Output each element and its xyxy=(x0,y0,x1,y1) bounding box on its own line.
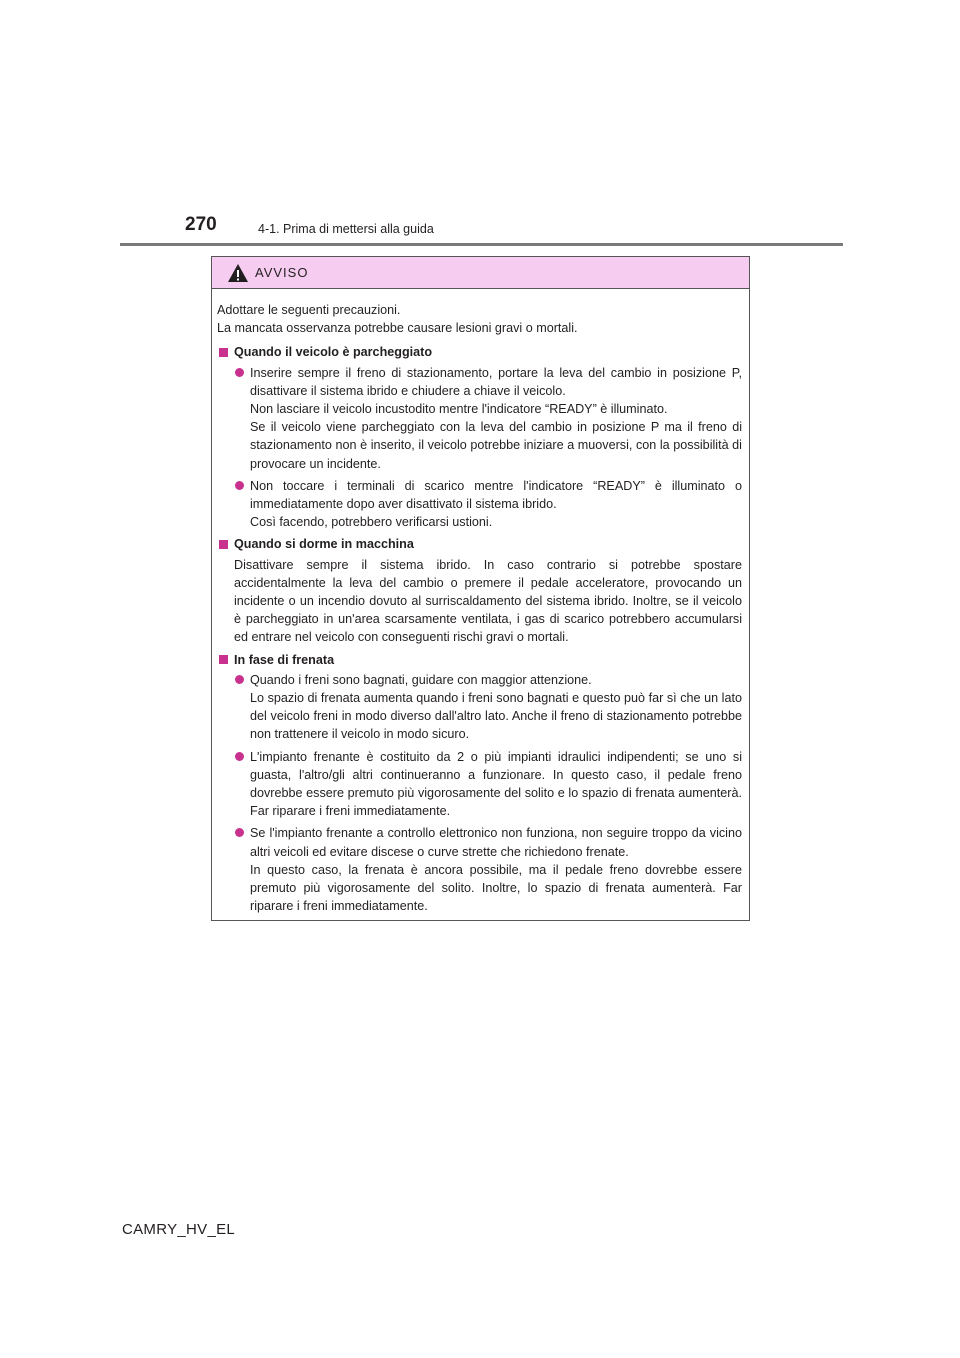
list-item xyxy=(217,824,742,915)
round-bullet-icon xyxy=(235,675,244,684)
section-title: 4-1. Prima di mettersi alla guida xyxy=(258,222,434,236)
paragraph: Inserire sempre il freno di stazionamento, portare la leva del cambio in posizione P, disattivare il sistema ibrido e chiudere a chiave il veicolo. xyxy=(250,365,742,398)
list-item xyxy=(217,477,742,532)
section-parked xyxy=(217,343,742,531)
warning-box xyxy=(211,256,750,921)
warning-intro xyxy=(217,301,742,337)
section-heading xyxy=(217,651,742,669)
paragraph: Così facendo, potrebbero verificarsi ustioni. xyxy=(250,515,493,530)
square-bullet-icon xyxy=(219,540,228,549)
paragraph: Non lasciare il veicolo incustodito mentre l'indicatore “READY” è illuminato. xyxy=(250,402,668,417)
page-header xyxy=(185,212,845,244)
round-bullet-icon xyxy=(235,752,244,761)
section-braking xyxy=(217,651,742,916)
round-bullet-icon xyxy=(235,481,244,490)
paragraph: Disattivare sempre il sistema ibrido. In caso contrario si potrebbe spostare accidentalmente la leva del cambio o premere il pedale acceleratore, provocando un incidente o un incendio dovuto al surriscaldamento del sistema ibrido. Inoltre, se il veicolo è parcheggiato in un'area scarsamente ventilata, i gas di scarico potrebbero accumularsi ed entrare nel veicolo con conseguenti rischi gravi o mortali. xyxy=(234,557,742,645)
list-item xyxy=(217,748,742,821)
page-number: 270 xyxy=(185,214,217,235)
paragraph: Quando i freni sono bagnati, guidare con maggior attenzione. xyxy=(250,672,592,687)
header-divider xyxy=(120,243,843,246)
warning-body xyxy=(212,289,749,916)
list-item xyxy=(217,671,742,744)
section-heading xyxy=(217,535,742,553)
paragraph: Non toccare i terminali di scarico mentre l'indicatore “READY” è illuminato o immediatamente dopo aver disattivato il sistema ibrido. xyxy=(250,478,742,512)
section-sleeping xyxy=(217,535,742,646)
paragraph: L'impianto frenante è costituito da 2 o più impianti idraulici indipendenti; se uno si guasta, l'altro/gli altri continueranno a funzionare. In questo caso, il pedale freno dovrebbe essere premuto più vigorosamente del solito e lo spazio di frenata aumenterà. Far riparare i freni immediatamente. xyxy=(250,749,742,819)
round-bullet-icon xyxy=(235,828,244,837)
intro-line: La mancata osservanza potrebbe causare lesioni gravi o mortali. xyxy=(217,321,578,336)
paragraph: Se il veicolo viene parcheggiato con la leva del cambio in posizione P ma il freno di stazionamento non è inserito, il veicolo potrebbe iniziare a muoversi, con la possibilità di provocare un incidente. xyxy=(250,420,742,471)
square-bullet-icon xyxy=(219,348,228,357)
section-heading xyxy=(217,343,742,361)
square-bullet-icon xyxy=(219,655,228,664)
paragraph: In questo caso, la frenata è ancora possibile, ma il pedale freno dovrebbe essere premuto più vigorosamente del solito. Inoltre, lo spazio di frenata aumenterà. Far riparare i freni immediatamente. xyxy=(250,862,742,914)
section-heading-text: In fase di frenata xyxy=(234,652,335,667)
warning-triangle-icon xyxy=(227,263,249,283)
intro-line: Adottare le seguenti precauzioni. xyxy=(217,303,401,317)
warning-header xyxy=(212,257,749,289)
document-code: CAMRY_HV_EL xyxy=(122,1221,236,1238)
paragraph: Se l'impianto frenante a controllo elettronico non funziona, non seguire troppo da vicino altri veicoli ed evitare discese o curve strette che richiedono frenate. xyxy=(250,826,742,859)
section-heading-text: Quando il veicolo è parcheggiato xyxy=(234,345,433,360)
warning-title: AVVISO xyxy=(255,265,309,280)
paragraph: Lo spazio di frenata aumenta quando i freni sono bagnati e questo può far sì che un lato del veicolo freni in modo diverso dall'altro lato. Anche il freno di stazionamento potrebbe non trattenere il veicolo in modo sicuro. xyxy=(250,691,742,742)
section-heading-text: Quando si dorme in macchina xyxy=(234,537,414,552)
list-item xyxy=(217,364,742,473)
round-bullet-icon xyxy=(235,368,244,377)
